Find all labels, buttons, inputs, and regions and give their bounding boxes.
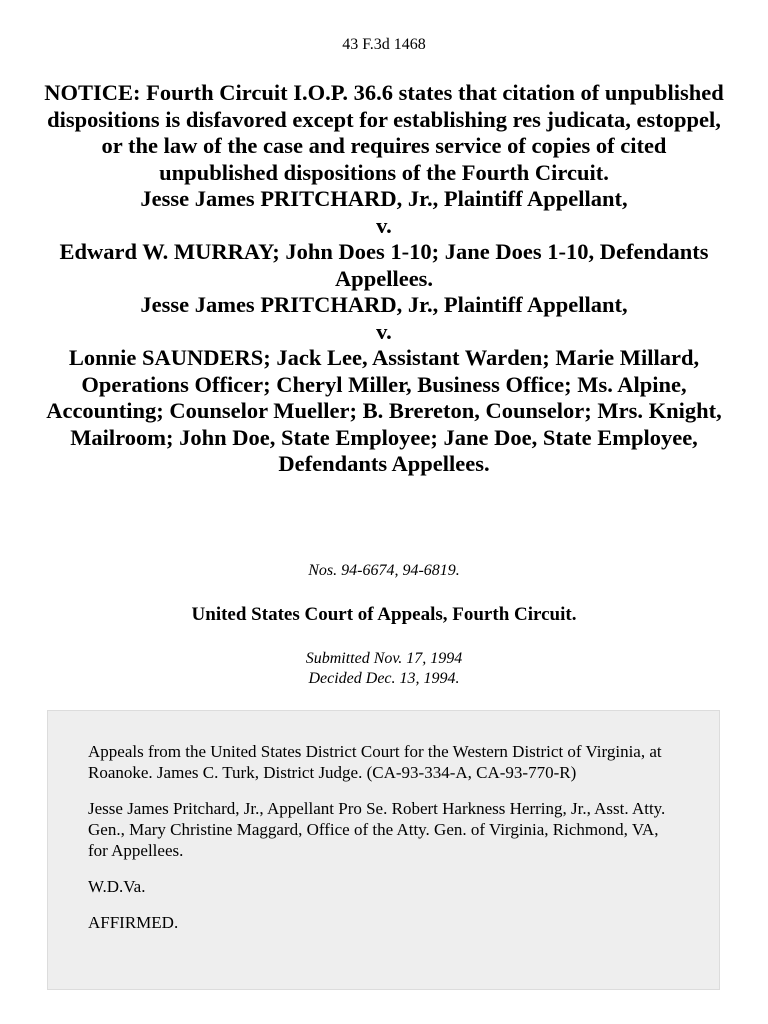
defendants-list: Lonnie SAUNDERS; Jack Lee, Assistant Warden; Marie Millard, Operations Officer; Cheryl Miller, Business Office; Ms. Alpine, Accounting; Counselor Mueller; B. Brereton, Counselor; Mrs. Knight, Mailroom; John Doe, State Employee; Jane Doe, State Employee, Defendants Appellees. bbox=[46, 345, 722, 476]
case-caption bbox=[40, 80, 728, 478]
plaintiff-name: Jesse James PRITCHARD, Jr., Plaintiff Appellant, bbox=[140, 186, 628, 211]
submitted-date: Submitted Nov. 17, 1994 bbox=[305, 650, 463, 667]
versus-label: v. bbox=[376, 318, 392, 344]
case-dates bbox=[0, 649, 768, 689]
counsel-text: Jesse James Pritchard, Jr., Appellant Pro Se. Robert Harkness Herring, Jr., Asst. Atty. Gen., Mary Christine Maggard, Office of the Atty. Gen. of Virginia, Richmond, VA, for Appellees. bbox=[88, 799, 666, 860]
versus-label: v. bbox=[376, 212, 392, 238]
district-text: W.D.Va. bbox=[88, 877, 146, 896]
notice-text: NOTICE: Fourth Circuit I.O.P. 36.6 states that citation of unpublished dispositions is disfavored except for establishing res judicata, estoppel, or the law of the case and requires service of copies of cited unpublished dispositions of the Fourth Circuit. bbox=[44, 80, 724, 185]
decided-date: Decided Dec. 13, 1994. bbox=[308, 670, 460, 687]
docket-numbers: Nos. 94-6674, 94-6819. bbox=[308, 562, 460, 579]
court-name: United States Court of Appeals, Fourth Circuit. bbox=[191, 604, 577, 625]
case-details-box bbox=[47, 710, 720, 990]
plaintiff-name: Jesse James PRITCHARD, Jr., Plaintiff Appellant, bbox=[140, 292, 628, 317]
case-citation: 43 F.3d 1468 bbox=[342, 36, 426, 53]
defendants-list: Edward W. MURRAY; John Does 1-10; Jane Does 1-10, Defendants Appellees. bbox=[59, 239, 709, 291]
disposition-text: AFFIRMED. bbox=[88, 913, 179, 932]
appeals-from-text: Appeals from the United States District Court for the Western District of Virginia, at Roanoke. James C. Turk, District Judge. (CA-93-334-A, CA-93-770-R) bbox=[88, 742, 662, 782]
